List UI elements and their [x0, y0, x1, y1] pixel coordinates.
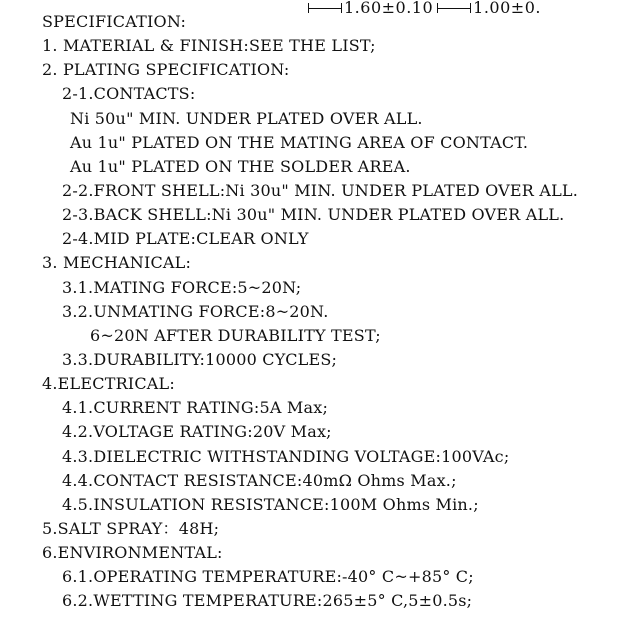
spec-line: 2-3.BACK SHELL:Ni 30u" MIN. UNDER PLATED OVER ALL.: [62, 205, 565, 225]
specification-list: [42, 10, 612, 614]
spec-line: Au 1u" PLATED ON THE MATING AREA OF CONTACT.: [70, 132, 529, 152]
spec-line: 6.ENVIRONMENTAL:: [42, 543, 223, 563]
spec-line: Ni 50u" MIN. UNDER PLATED OVER ALL.: [70, 108, 423, 128]
spec-line: 4.2.VOLTAGE RATING:20V Max;: [62, 422, 332, 442]
spec-line: 1. MATERIAL & FINISH:SEE THE LIST;: [42, 36, 376, 56]
spec-line: 4.1.CURRENT RATING:5A Max;: [62, 398, 329, 418]
dimension-value-1: 1.60±0.10: [344, 0, 434, 17]
spec-line: 2-1.CONTACTS:: [62, 84, 196, 104]
spec-line: 4.ELECTRICAL:: [42, 374, 175, 394]
spec-line: 6.2.WETTING TEMPERATURE:265±5° C,5±0.5s;: [62, 591, 473, 611]
spec-line: 4.4.CONTACT RESISTANCE:40mΩ Ohms Max.;: [62, 470, 457, 490]
spec-line: Au 1u" PLATED ON THE SOLDER AREA.: [70, 156, 411, 176]
spec-line: 6.1.OPERATING TEMPERATURE:-40° C~+85° C;: [62, 567, 474, 587]
spec-line: 3.3.DURABILITY:10000 CYCLES;: [62, 349, 338, 369]
dimension-value-2: 1.00±0.: [473, 0, 541, 17]
spec-line: 3.2.UNMATING FORCE:8~20N.: [62, 301, 329, 321]
spec-line: 3. MECHANICAL:: [42, 253, 192, 273]
spec-line: 5.SALT SPRAY：48H;: [42, 518, 220, 538]
spec-line: 3.1.MATING FORCE:5~20N;: [62, 277, 302, 297]
spec-line: 4.3.DIELECTRIC WITHSTANDING VOLTAGE:100VAc;: [62, 446, 510, 466]
spec-heading: SPECIFICATION:: [42, 12, 187, 31]
spec-line: 6~20N AFTER DURABILITY TEST;: [90, 325, 381, 345]
spec-line: 2. PLATING SPECIFICATION:: [42, 60, 290, 80]
spec-line: 2-4.MID PLATE:CLEAR ONLY: [62, 229, 309, 249]
spec-line: 4.5.INSULATION RESISTANCE:100M Ohms Min.;: [62, 494, 479, 514]
spec-line: 2-2.FRONT SHELL:Ni 30u" MIN. UNDER PLATED OVER ALL.: [62, 180, 579, 200]
